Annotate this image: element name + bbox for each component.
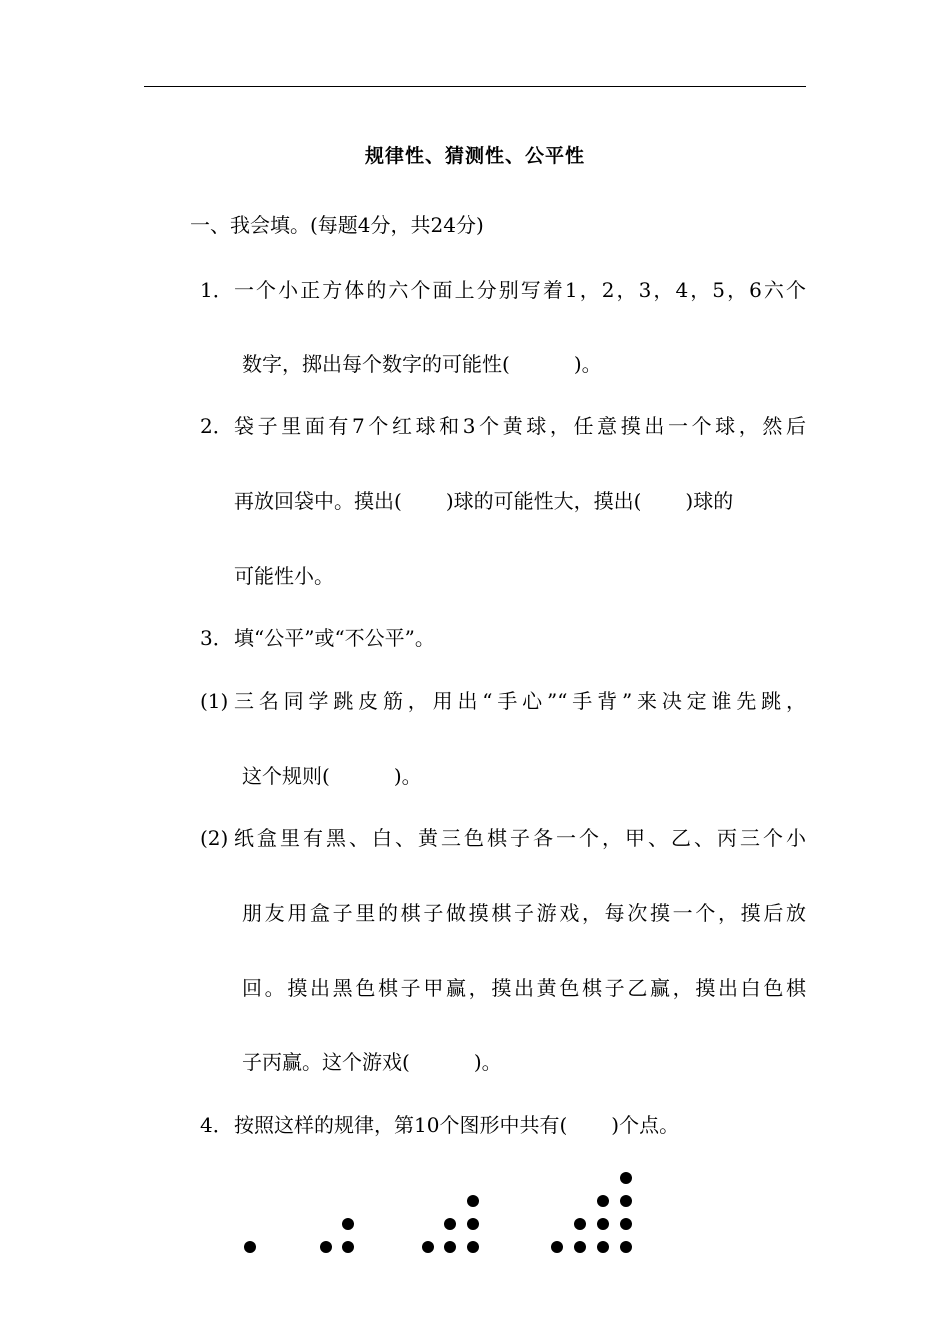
figure-4 bbox=[551, 1172, 632, 1253]
dot bbox=[320, 1241, 332, 1253]
q3-sub1-line2-post: )。 bbox=[393, 764, 422, 788]
figure-2 bbox=[320, 1218, 354, 1253]
dot bbox=[551, 1241, 563, 1253]
q3-sub1-line1: 三名同学跳皮筋，用出“手心”“手背”来决定谁先跳， bbox=[234, 689, 806, 713]
q2-line3: 可能性小。 bbox=[234, 564, 334, 588]
dot bbox=[342, 1218, 354, 1230]
q3-number: 3． bbox=[200, 626, 233, 650]
q3-sub2-line4-pre: 子丙赢。这个游戏( bbox=[242, 1050, 410, 1074]
dot bbox=[620, 1195, 632, 1207]
dot bbox=[597, 1218, 609, 1230]
q3-sub2-line3: 回。摸出黑色棋子甲赢，摸出黄色棋子乙赢，摸出白色棋 bbox=[242, 976, 806, 1000]
q4-text-post: )个点。 bbox=[611, 1113, 680, 1137]
q2-line1: 袋子里面有7个红球和3个黄球，任意摸出一个球，然后 bbox=[234, 414, 806, 438]
dot bbox=[422, 1241, 434, 1253]
figure-3 bbox=[422, 1195, 479, 1253]
dot bbox=[467, 1195, 479, 1207]
dot bbox=[574, 1218, 586, 1230]
dot bbox=[467, 1218, 479, 1230]
q3-text: 填“公平”或“不公平”。 bbox=[234, 626, 435, 650]
section-heading: 一、我会填。(每题4分，共24分) bbox=[190, 213, 484, 237]
q2-line2-c: )球的 bbox=[685, 489, 734, 513]
q3-sub1-line2-pre: 这个规则( bbox=[242, 764, 330, 788]
page-title: 规律性、猜测性、公平性 bbox=[364, 145, 585, 167]
q2-line2-b: )球的可能性大，摸出( bbox=[445, 489, 642, 513]
q1-line2-pre: 数字，掷出每个数字的可能性( bbox=[242, 352, 510, 376]
q1-line1: 一个小正方体的六个面上分别写着1，2，3，4，5，6六个 bbox=[234, 278, 806, 302]
q3-sub2-line1: 纸盒里有黑、白、黄三色棋子各一个，甲、乙、丙三个小 bbox=[234, 826, 806, 850]
dot bbox=[342, 1241, 354, 1253]
q4-text-pre: 按照这样的规律，第10个图形中共有( bbox=[234, 1113, 568, 1137]
dot bbox=[620, 1218, 632, 1230]
q4-number: 4． bbox=[200, 1113, 233, 1137]
dot bbox=[244, 1241, 256, 1253]
dot bbox=[620, 1172, 632, 1184]
q1-line2-post: )。 bbox=[573, 352, 602, 376]
dot bbox=[597, 1195, 609, 1207]
dot bbox=[444, 1218, 456, 1230]
dot bbox=[574, 1241, 586, 1253]
dot bbox=[467, 1241, 479, 1253]
dot bbox=[620, 1241, 632, 1253]
dot bbox=[597, 1241, 609, 1253]
q3-sub2-number: (2) bbox=[200, 826, 229, 850]
q2-number: 2． bbox=[200, 414, 233, 438]
q3-sub1-number: (1) bbox=[200, 689, 229, 713]
figure-1 bbox=[244, 1241, 256, 1253]
q2-line2-a: 再放回袋中。摸出( bbox=[234, 489, 402, 513]
q3-sub2-line4-post: )。 bbox=[473, 1050, 502, 1074]
q3-sub2-line2: 朋友用盒子里的棋子做摸棋子游戏，每次摸一个，摸后放 bbox=[242, 901, 806, 925]
dot bbox=[444, 1241, 456, 1253]
q1-number: 1． bbox=[200, 278, 233, 302]
